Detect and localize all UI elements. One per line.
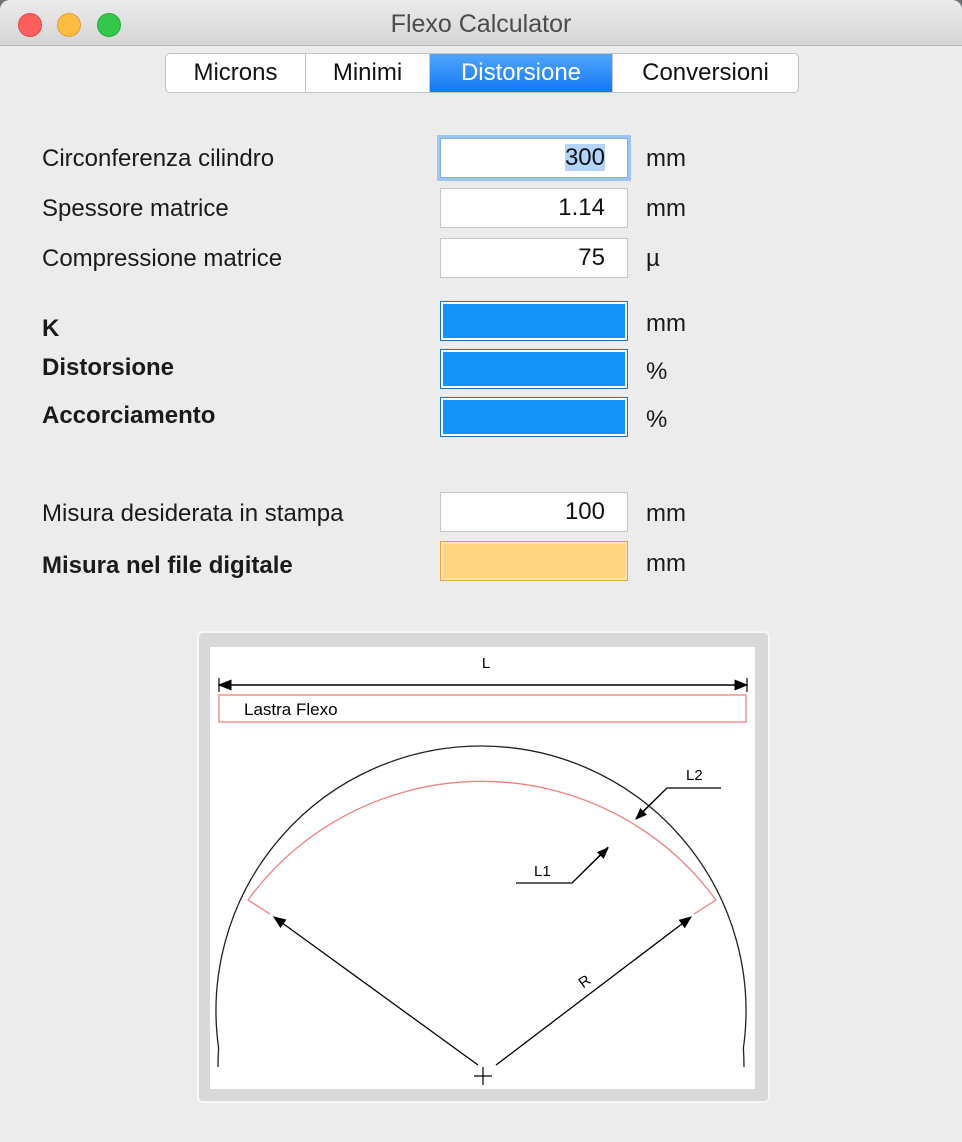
l1-leader-arrow <box>572 848 608 883</box>
tab-microns[interactable]: Microns <box>166 54 306 92</box>
radius-right-arrow <box>496 917 691 1065</box>
label-L: L <box>481 655 491 672</box>
cylinder-arc <box>216 746 746 1067</box>
plate-end-left <box>248 900 270 914</box>
distorsione-output <box>440 349 628 389</box>
circonferenza-value: 300 <box>564 144 605 171</box>
accorciamento-label: Accorciamento <box>42 402 216 429</box>
distorsione-label: Distorsione <box>42 354 175 381</box>
misura-desiderata-unit: mm <box>646 500 686 527</box>
label-R: R <box>575 971 595 992</box>
misura-file-output <box>440 541 628 581</box>
tab-bar <box>165 53 799 93</box>
l2-leader-arrow <box>636 788 667 819</box>
circonferenza-input[interactable] <box>440 138 628 178</box>
label-L2: L2 <box>686 767 703 784</box>
diagram-canvas <box>210 647 755 1089</box>
distortion-diagram <box>210 647 755 1089</box>
spessore-label: Spessore matrice <box>42 195 229 222</box>
label-L1: L1 <box>534 863 551 880</box>
plate-end-right <box>694 900 716 914</box>
l2-leader-line <box>636 788 721 818</box>
compressione-unit: µ <box>646 245 660 272</box>
tab-conversioni[interactable]: Conversioni <box>642 59 769 86</box>
window-title: Flexo Calculator <box>390 10 572 38</box>
accorciamento-unit: % <box>646 406 668 433</box>
k-output <box>440 301 628 341</box>
misura-desiderata-label: Misura desiderata in stampa <box>42 500 344 527</box>
distorsione-unit: % <box>646 358 668 385</box>
spessore-unit: mm <box>646 195 686 222</box>
k-unit: mm <box>646 310 686 337</box>
circonferenza-unit: mm <box>646 145 686 172</box>
l1-leader-line <box>516 847 608 883</box>
compressione-input[interactable]: 75 <box>440 238 628 278</box>
circonferenza-label: Circonferenza cilindro <box>42 145 275 172</box>
accorciamento-output <box>440 397 628 437</box>
compressione-label: Compressione matrice <box>42 245 283 272</box>
misura-desiderata-input[interactable]: 100 <box>440 492 628 532</box>
tab-minimi[interactable]: Minimi <box>306 54 430 92</box>
tab-distorsione[interactable]: Distorsione <box>430 54 613 92</box>
spessore-input[interactable]: 1.14 <box>440 188 628 228</box>
plate-label: Lastra Flexo <box>244 700 338 719</box>
misura-file-label: Misura nel file digitale <box>42 552 293 579</box>
radius-left-arrow <box>274 917 478 1065</box>
misura-file-unit: mm <box>646 550 686 577</box>
plate-outer-arc <box>248 781 716 900</box>
k-label: K <box>42 315 60 342</box>
title-bar <box>0 0 962 46</box>
